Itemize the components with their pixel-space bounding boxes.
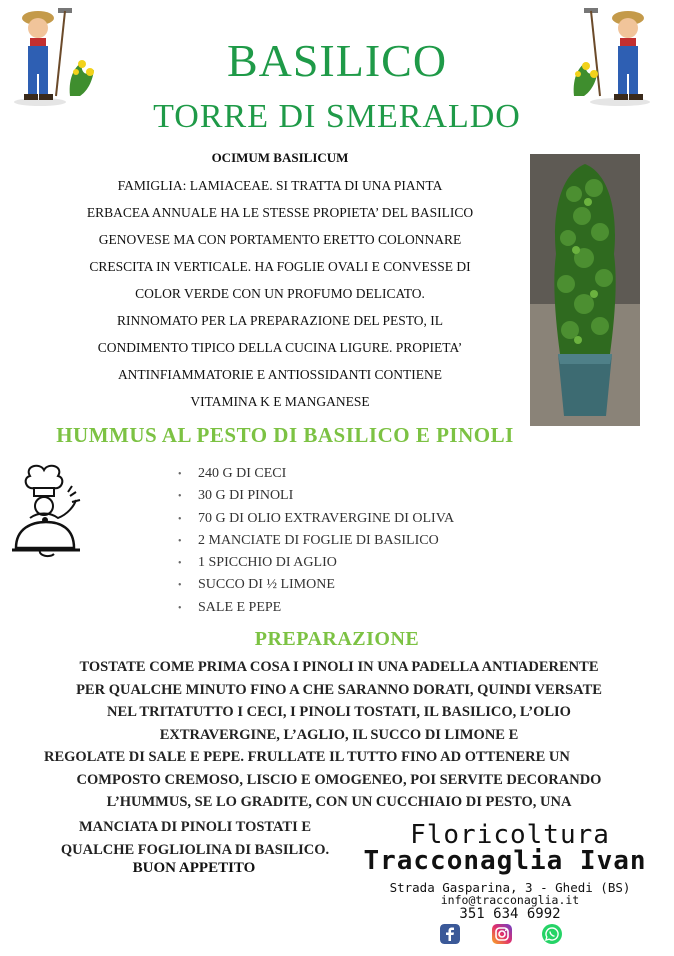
chef-cloche-illustration xyxy=(10,462,90,562)
description-line: CONDIMENTO TIPICO DELLA CUCINA LIGURE. PROPIETA’ xyxy=(97,340,463,355)
facebook-icon[interactable] xyxy=(440,924,460,944)
recipe-title: HUMMUS AL PESTO DI BASILICO E PINOLI xyxy=(56,423,514,447)
shop-phone[interactable]: 351 634 6992 xyxy=(459,906,561,922)
list-item xyxy=(178,463,454,485)
whatsapp-icon[interactable] xyxy=(542,924,562,944)
page-subtitle: TORRE DI SMERALDO xyxy=(153,98,521,135)
shop-name-line2: Tracconaglia Ivan xyxy=(363,846,647,876)
list-item xyxy=(178,530,454,552)
prep-line: TOSTATE COME PRIMA COSA I PINOLI IN UNA PADELLA ANTIADERENTE xyxy=(79,659,599,675)
prep-line: REGOLATE DI SALE E PEPE. FRULLATE IL TUTTO FINO AD OTTENERE UN xyxy=(44,749,570,765)
closing-greeting: BUON APPETITO xyxy=(132,860,256,876)
bullet-icon: • xyxy=(178,558,182,570)
preparation-heading: PREPARAZIONE xyxy=(254,628,420,650)
bullet-icon: • xyxy=(178,469,182,480)
prep-line: MANCIATA DI PINOLI TOSTATI E xyxy=(78,819,312,835)
plant-description xyxy=(38,172,522,415)
ingredient-label: 70 G DI OLIO EXTRAVERGINE DI OLIVA xyxy=(198,510,455,526)
ingredient-label: SALE E PEPE xyxy=(198,599,282,615)
prep-line: PER QUALCHE MINUTO FINO A CHE SARANNO DORATI, QUINDI VERSATE xyxy=(76,681,602,698)
prep-line: L’HUMMUS, SE LO GRADITE, CON UN CUCCHIAIO DI PESTO, UNA xyxy=(106,794,572,810)
list-item xyxy=(178,508,454,530)
ingredient-label: 240 G DI CECI xyxy=(198,466,287,481)
list-item xyxy=(178,597,454,619)
list-item xyxy=(178,485,454,507)
preparation-text-end xyxy=(44,816,346,861)
bullet-icon: • xyxy=(178,491,182,503)
instagram-icon[interactable] xyxy=(492,924,512,944)
list-item xyxy=(178,552,454,574)
basil-plant-photo xyxy=(530,154,640,426)
preparation-text xyxy=(44,656,634,814)
bullet-icon: • xyxy=(178,513,182,525)
prep-line: COMPOSTO CREMOSO, LISCIO E OMOGENEO, POI SERVITE DECORANDO xyxy=(76,771,602,788)
ingredient-label: 2 MANCIATE DI FOGLIE DI BASILICO xyxy=(198,532,439,548)
prep-line: EXTRAVERGINE, L’AGLIO, IL SUCCO DI LIMONE E xyxy=(159,726,519,743)
description-line: CRESCITA IN VERTICALE. HA FOGLIE OVALI E CONVESSE DI xyxy=(89,259,471,274)
ingredient-label: SUCCO DI ½ LIMONE xyxy=(198,577,335,593)
ingredient-list xyxy=(178,463,454,619)
description-line: ERBACEA ANNUALE HA LE STESSE PROPIETA’ DEL BASILICO xyxy=(86,205,474,220)
description-line: ANTINFIAMMATORIE E ANTIOSSIDANTI CONTIENE xyxy=(117,367,443,382)
page-title: BASILICO xyxy=(226,35,448,86)
ingredient-label: 30 G DI PINOLI xyxy=(198,488,294,504)
prep-line: QUALCHE FOGLIOLINA DI BASILICO. xyxy=(60,841,330,858)
latin-name: OCIMUM BASILICUM xyxy=(211,150,349,165)
description-line: FAMIGLIA: LAMIACEAE. SI TRATTA DI UNA PIANTA xyxy=(117,178,443,193)
shop-name-line1: Floricoltura xyxy=(410,820,610,850)
bullet-icon: • xyxy=(178,535,182,547)
description-line: COLOR VERDE CON UN PROFUMO DELICATO. xyxy=(135,286,425,301)
list-item xyxy=(178,574,454,596)
description-line: GENOVESE MA CON PORTAMENTO ERETTO COLONNARE xyxy=(98,232,462,247)
description-line: VITAMINA K E MANGANESE xyxy=(190,394,370,409)
shop-address: Strada Gasparina, 3 - Ghedi (BS) xyxy=(389,880,631,895)
shop-email[interactable]: info@tracconaglia.it xyxy=(440,893,580,907)
prep-line: NEL TRITATUTTO I CECI, I PINOLI TOSTATI, IL BASILICO, L’OLIO xyxy=(107,704,571,720)
bullet-icon: • xyxy=(178,580,182,592)
ingredient-label: 1 SPICCHIO DI AGLIO xyxy=(198,555,337,571)
description-line: RINNOMATO PER LA PREPARAZIONE DEL PESTO, IL xyxy=(117,313,443,328)
bullet-icon: • xyxy=(178,602,182,614)
